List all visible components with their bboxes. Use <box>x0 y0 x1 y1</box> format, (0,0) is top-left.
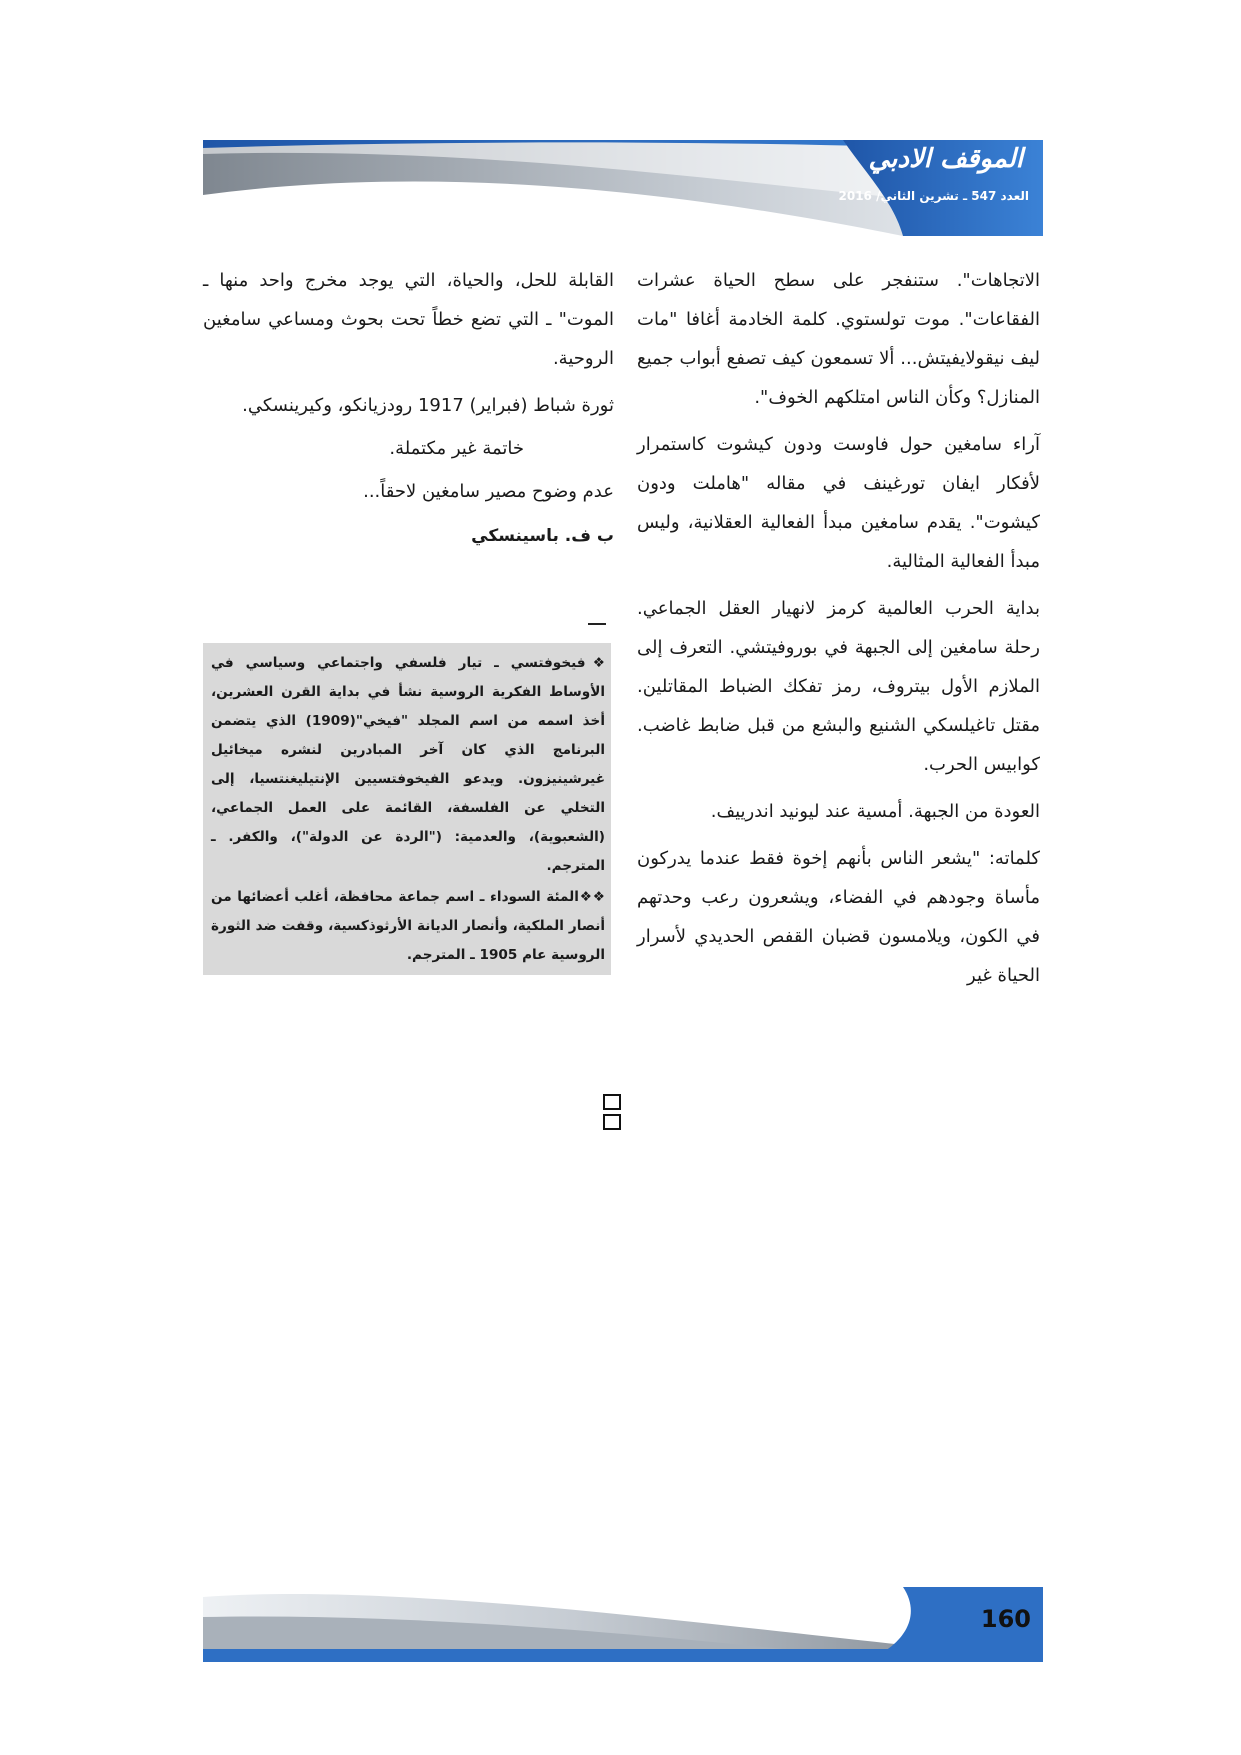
paragraph: عدم وضوح مصير سامغين لاحقاً... <box>363 481 614 502</box>
square-icon <box>603 1094 621 1110</box>
paragraph: آراء سامغين حول فاوست ودون كيشوت كاستمرار لأفكار ايفان تورغينف في مقاله "هاملت ودون كيشوت". يقدم سامغين مبدأ الفعالية العقلانية، وليس مبدأ الفعالية المثالية. <box>637 434 1040 572</box>
paragraph: بداية الحرب العالمية كرمز لانهيار العقل الجماعي. رحلة سامغين إلى الجبهة في بوروفيتشي. التعرف إلى الملازم الأول بيتروف، رمز تفكك الضباط المقاتلين. مقتل تاغيلسكي الشنيع والبشع من قبل ضابط غاضب. كوابيس الحرب. <box>637 598 1040 775</box>
author-signature: ب ف. باسينسكي <box>471 526 614 546</box>
footnote: ❖❖المئة السوداء ـ اسم جماعة محافظة، أغلب أعضائها من أنصار الملكية، وأنصار الديانة الأرثوذكسية، وقفت ضد الثورة الروسية عام 1905 ـ المترجم. <box>211 889 605 963</box>
translator-notes-box <box>203 643 611 975</box>
paragraph: العودة من الجبهة. أمسية عند ليونيد اندرييف. <box>710 801 1040 822</box>
paragraph: القابلة للحل، والحياة، التي يوجد مخرج واحد منها ـ الموت" ـ التي تضع خطاً تحت بحوث ومساعي سامغين الروحية. <box>203 270 614 369</box>
end-of-article-icon <box>603 1094 639 1110</box>
paragraph: الاتجاهات". ستنفجر على سطح الحياة عشرات الفقاعات". موت تولستوي. كلمة الخادمة أغافا "مات ليف نيقولايفيتش... ألا تسمعون كيف تصفع أبواب جميع المنازل؟ وكأن الناس امتلكهم الخوف". <box>637 270 1040 408</box>
footnote-separator <box>588 623 606 625</box>
page-number: 160 <box>980 1605 1031 1633</box>
right-text-column <box>637 261 1040 1003</box>
page-footer <box>203 1587 1043 1662</box>
footer-swoosh-graphic <box>203 1587 1043 1662</box>
issue-label: العدد 547 ـ تشرين الثاني/ 2016 <box>838 189 1029 203</box>
paragraph: كلماته: "يشعر الناس بأنهم إخوة فقط عندما يدركون مأساة وجودهم في الفضاء، ويشعرون رعب وحدتهم في الكون، ويلامسون قضبان القفص الحديدي لأسرار الحياة غير <box>637 848 1040 986</box>
left-text-column <box>203 261 614 556</box>
footnote: ❖فيخوفتسي ـ تيار فلسفي واجتماعي وسياسي في الأوساط الفكرية الروسية نشأ في بداية القرن العشرين، أخذ اسمه من اسم المجلد "فيخي"(1909) الذي يتضمن البرنامج الذي كان آخر المبادرين لنشره ميخائيل غيرشينيزون. ويدعو الفيخوفتسيين الإنتيليغنتسيا، إلى التخلي عن الفلسفة، القائمة على العمل الجماعي، (الشعبوية)، والعدمية: ("الردة عن الدولة")، والكفر. ـ المترجم. <box>211 655 605 874</box>
paragraph: ثورة شباط (فبراير) 1917 رودزيانكو، وكيرينسكي. <box>242 395 614 416</box>
paragraph: خاتمة غير مكتملة. <box>389 438 524 459</box>
magazine-logo: الموقف الادبي <box>868 144 1023 174</box>
magazine-header <box>203 140 1043 240</box>
square-icon <box>603 1114 621 1130</box>
